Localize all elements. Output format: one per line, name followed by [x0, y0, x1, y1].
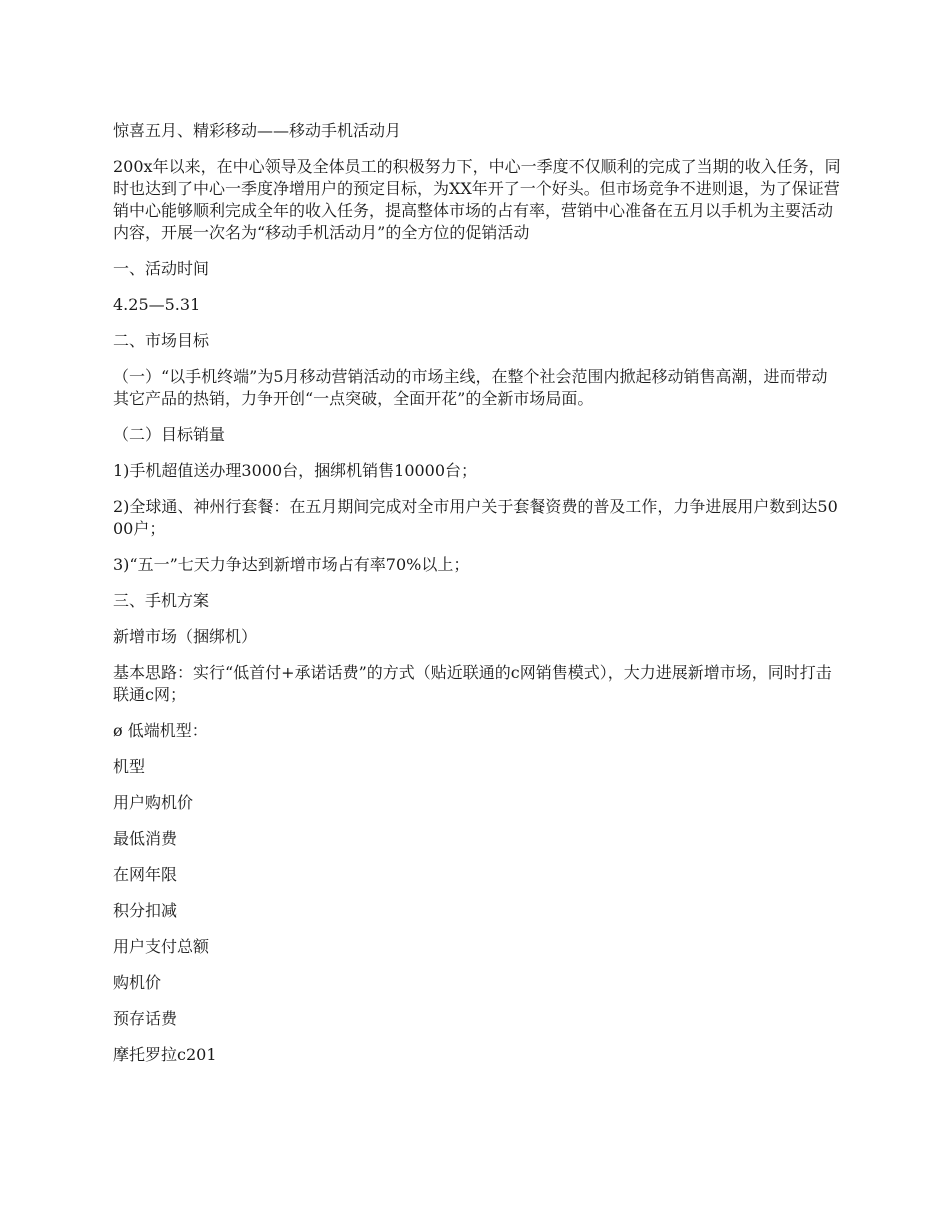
document-page [113, 120, 841, 1080]
table-header-user-total: 用户支付总额 [113, 937, 210, 956]
document-title: 惊喜五月、精彩移动——移动手机活动月 [113, 121, 402, 140]
section-heading-activity-time: 一、活动时间 [113, 259, 210, 278]
subheading-new-market: 新增市场（捆绑机） [113, 627, 258, 646]
target-item-3: 3)“五一”七天力争达到新增市场占有率70%以上； [113, 555, 470, 574]
table-header-user-price: 用户购机价 [113, 793, 194, 812]
table-header-points-deduction: 积分扣减 [113, 901, 178, 920]
section-heading-market-goals: 二、市场目标 [113, 331, 210, 350]
table-header-purchase-price: 购机价 [113, 973, 162, 992]
table-header-model: 机型 [113, 757, 146, 776]
market-goal-paragraph: （一）“以手机终端”为5月移动营销活动的市场主线，在整个社会范围内掀起移动销售高潮，进而带动其它产品的热销，力争开创“一点突破，全面开花”的全新市场局面。 [113, 367, 828, 408]
basic-approach-paragraph: 基本思路：实行“低首付+承诺话费”的方式（贴近联通的c网销售模式），大力进展新增市场，同时打击联通c网； [113, 663, 832, 704]
table-header-min-spend: 最低消费 [113, 829, 178, 848]
table-cell-model-c201: 摩托罗拉c201 [113, 1045, 217, 1064]
target-item-1: 1)手机超值送办理3000台，捆绑机销售10000台； [113, 461, 478, 480]
target-item-2: 2)全球通、神州行套餐：在五月期间完成对全市用户关于套餐资费的普及工作，力争进展用户数到达5000户； [113, 497, 838, 538]
intro-paragraph: 200x年以来，在中心领导及全体员工的积极努力下，中心一季度不仅顺利的完成了当期的收入任务，同时也达到了中心一季度净增用户的预定目标，为XX年开了一个好头。但市场竞争不进则退，为了保证营销中心能够顺利完成全年的收入任务，提高整体市场的占有率，营销中心准备在五月以手机为主要活动内容，开展一次名为“移动手机活动月”的全方位的促销活动 [113, 157, 841, 242]
activity-date-range: 4.25—5.31 [113, 295, 201, 314]
section-heading-phone-plan: 三、手机方案 [113, 591, 210, 610]
subheading-target-sales: （二）目标销量 [113, 425, 226, 444]
table-header-prepaid-credit: 预存话费 [113, 1009, 178, 1028]
table-header-contract-years: 在网年限 [113, 865, 178, 884]
low-end-models-label: ø 低端机型： [113, 721, 208, 740]
